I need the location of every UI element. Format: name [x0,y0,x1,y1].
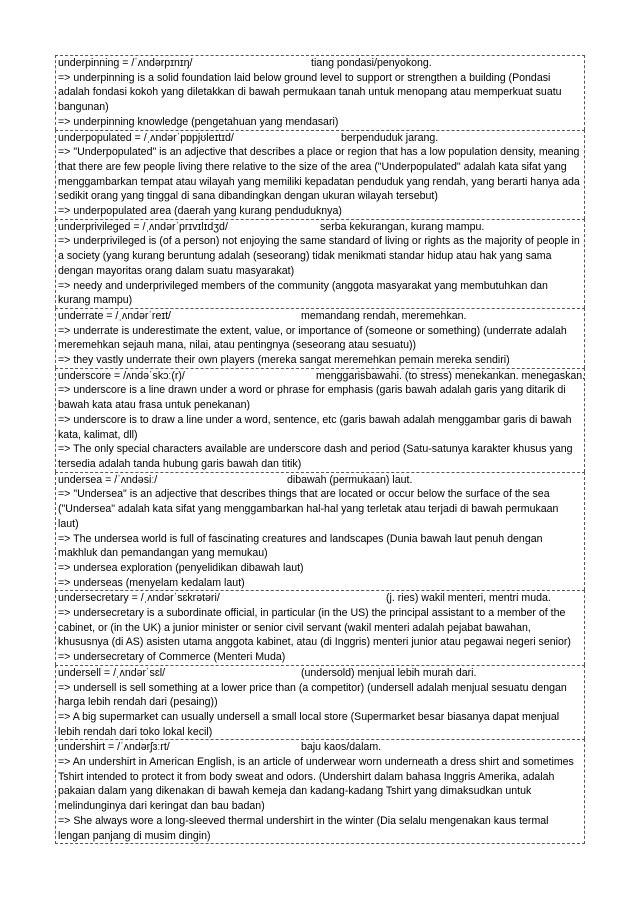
entry-meaning: tiang pondasi/penyokong. [311,57,432,69]
entry-term: undersecretary = /ˌʌndərˈsɛkrətəri/ [58,592,220,605]
entry-term: underscore = /ʌndəˈskɔː(r)/ [58,369,185,382]
dictionary-entry [55,55,585,130]
dictionary-document [55,55,585,844]
entry-example-line: => undersecretary is a subordinate official, in particular (in the US) the principal assistant to a member of the cabinet, or (in the UK) a junior minister or senior civil servant (wakil menteri adalah pejabat bawahan, khususnya (di AS) asisten utama anggota kabinet, atau (di Inggris) menteri junior atau pegawai negeri senior) [58,607,571,649]
dictionary-entry [55,472,585,591]
entry-meaning: baju kaos/dalam. [301,741,382,754]
entry-term: underrate = /ˌʌndərˈreɪt/ [58,309,171,322]
entry-example-line: => She always wore a long-sleeved thermal undershirt in the winter (Dia selalu mengenakan kaus termal lengan panjang di musim dingin) [58,814,552,842]
entry-term: undersea = /ˈʌndəsiː/ [58,473,158,486]
entry-example-line: => "Undersea" is an adjective that describes things that are located or occur below the surface of the sea ("Undersea" adalah kata sifat yang menggambarkan hal-hal yang terletak atau terjadi di bawah permukaan laut) [58,488,562,530]
entry-example-line: => undersell is sell something at a lower price than (a competitor) (undersell adalah menjual sesuatu dengan harga lebih rendah dari (pesaing)) [58,681,570,709]
entry-meaning: (j. ries) wakil menteri, mentri muda. [386,592,551,605]
entry-example-line: => underpinning is a solid foundation laid below ground level to support or strengthen a building (Pondasi adalah fondasi kokoh yang diletakkan di bawah permukaan tanah untuk menopang atau memperkuat suatu bangunan) [58,71,565,114]
entry-headword-line [58,131,581,146]
dictionary-entry [55,590,585,665]
entry-example-line: => The undersea world is full of fascinating creatures and landscapes (Dunia bawah laut penuh dengan makhluk dan pemandangan yang memukau) [58,532,546,560]
entry-meaning: menggarisbawahi. (to stress) menekankan. menegaskan. [316,369,586,382]
entry-example-line: => A big supermarket can usually undersell a small local store (Supermarket besar biasanya dapat menjual lebih rendah dari toko lokal kecil) [58,710,563,738]
entry-meaning: dibawah (permukaan) laut. [287,473,413,486]
dictionary-entry [55,739,585,844]
entry-example-line: => underseas (menyelam kedalam laut) [58,576,245,589]
entry-term: underpinning = /ˈʌndərpɪnɪŋ/ [58,57,193,69]
entry-example-line: => underprivileged is (of a person) not enjoying the same standard of living or rights as the majority of people in a society (yang kurang beruntung adalah (seseorang) tidak menikmati standar hidup atau hak yang sama dengan mayoritas orang dalam suatu masyarakat) [58,235,583,277]
entry-example-line: => needy and underprivileged members of the community (anggota masyarakat yang membutuhkan dan kurang mampu) [58,279,551,307]
entry-example-line: => The only special characters available are underscore dash and period (Satu-satunya karakter khusus yang tersedia adalah tanda hubung garis bawah dan titik) [58,443,576,470]
entry-headword-line [58,369,586,384]
dictionary-entry [55,368,585,472]
entry-example-line: => undersea exploration (penyelidikan dibawah laut) [58,561,304,574]
entry-meaning: memandang rendah, meremehkan. [301,309,467,322]
dictionary-entry [55,130,585,219]
entry-headword-line [58,220,581,235]
entry-headword-line [58,666,581,681]
entry-example-line: => underpopulated area (daerah yang kurang penduduknya) [58,205,342,218]
entry-headword-line [58,740,581,755]
entry-meaning: berpenduduk jarang. [341,131,439,144]
entry-headword-line [58,591,581,606]
entry-example-line: => underscore is a line drawn under a word or phrase for emphasis (garis bawah adalah garis yang ditarik di bawah kata atau frasa untuk penekanan) [58,384,569,412]
entry-example-line: => "Underpopulated" is an adjective that describes a place or region that has a low population density, meaning that there are few people living there relative to the size of the area ("Underpopulated" adalah kata sifat yang menggambarkan tempat atau wilayah yang memiliki kepadatan penduduk yang rendah, yang berarti hanya ada sedikit orang yang tinggal di sana dibandingkan dengan ukuran wilayah tersebut) [58,146,583,203]
entry-term: undershirt = /ˈʌndərʃɜːrt/ [58,741,170,754]
dictionary-entry [55,308,585,368]
entry-example-line: => underscore is to draw a line under a word, sentence, etc (garis bawah adalah menggambar garis di bawah kata, kalimat, dll) [58,413,575,441]
entry-example-line: => underrate is underestimate the extent, value, or importance of (someone or something) (underrate adalah meremehkan sejauh mana, nilai, atau pentingnya (seseorang atau sesuatu)) [58,324,570,352]
entry-headword-line [58,473,581,488]
entry-example-line: => underpinning knowledge (pengetahuan yang mendasari) [58,115,339,128]
dictionary-entry [55,665,585,740]
entry-term: underpopulated = /ˌʌndərˈpɒpjʊleɪtɪd/ [58,131,234,144]
dictionary-entry [55,219,585,308]
entry-meaning: (undersold) menjual lebih murah dari. [301,666,477,679]
entry-example-line: => undersecretary of Commerce (Menteri Muda) [58,651,286,664]
entry-term: undersell = /ˌʌndərˈsɛl/ [58,666,166,679]
entry-example-line: => An undershirt in American English, is an article of underwear worn underneath a dress shirt and sometimes Tshirt intended to protect it from body sweat and odors. (Undershirt dalam bahasa Inggris Amerika, adalah pakaian dalam yang dikenakan di bawah kemeja dan kadang-kadang Tshirt yang dimaksudkan untuk melindunginya dari keringat dan bau badan) [58,756,577,813]
entry-meaning: serba kekurangan, kurang mampu. [320,220,485,233]
entry-headword-line [58,56,581,71]
entry-headword-line [58,309,581,324]
entry-example-line: => they vastly underrate their own players (mereka sangat meremehkan pemain mereka sendiri) [58,354,510,367]
entry-term: underprivileged = /ˌʌndərˈprɪvɪlɪdʒd/ [58,220,228,233]
